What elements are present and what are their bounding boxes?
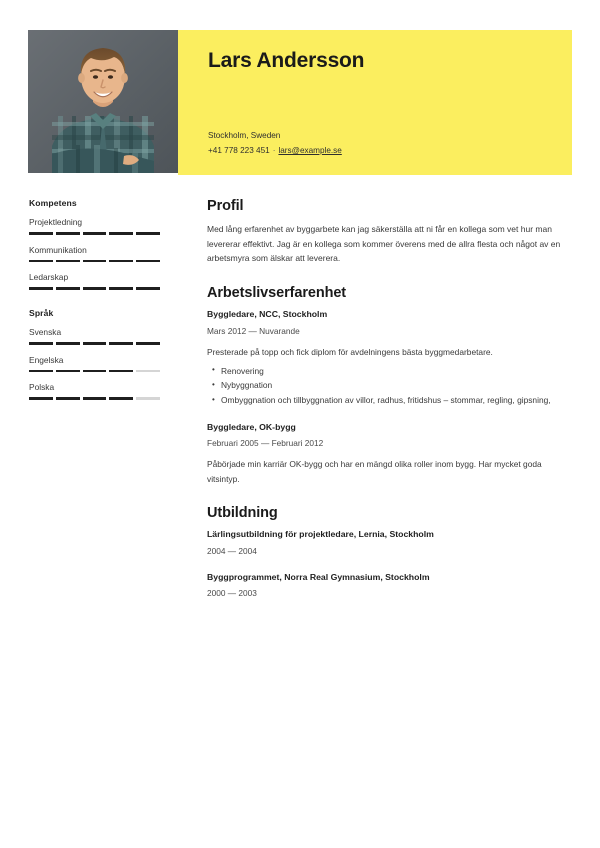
section-title-education: Utbildning: [207, 504, 278, 521]
rating-segment: [29, 287, 53, 290]
profile-photo: [28, 30, 178, 173]
skill-label: Svenska: [29, 327, 62, 338]
education-date: 2000 — 2003: [207, 588, 257, 599]
experience-entry: [207, 309, 572, 408]
rating-segment: [29, 397, 53, 400]
section-title-experience: Arbetslivserfarenhet: [207, 284, 347, 301]
experience-role: Byggledare, NCC, Stockholm: [207, 308, 328, 319]
rating-segment: [109, 342, 133, 345]
skill-label: Projektledning: [29, 217, 83, 227]
skill-rating-bar: [29, 342, 160, 345]
rating-segment: [136, 342, 160, 345]
list-item: • Renovering: [221, 365, 572, 379]
rating-segment: [83, 260, 107, 263]
skill-rating-bar: [29, 397, 160, 400]
list-item: • Ombyggnation och tillbyggnation av villor, radhus, fritidshus – stommar, regling, gipsning,: [221, 394, 572, 408]
rating-segment: [29, 342, 53, 345]
sidebar-group-kompetens: [29, 198, 164, 290]
skill-rating-bar: [29, 370, 160, 373]
section-experience: [207, 285, 572, 486]
rating-segment: [83, 370, 107, 373]
skill-rating-bar: [29, 232, 160, 235]
skill-label: Kommunikation: [29, 244, 87, 255]
section-profil: [207, 198, 572, 266]
education-program: Lärlingsutbildning för projektledare, Lernia, Stockholm: [207, 528, 434, 539]
page-title: Lars Andersson: [208, 49, 365, 72]
profil-text: Med lång erfarenhet av byggarbete kan jag säkerställa att ni får en kollega som vet hur man levererar effektivt. Jag är en kollega som kommer överens med de allra flesta och något av en arbetsmyra som älskar att leverera.: [207, 224, 561, 264]
experience-role: Byggledare, OK-bygg: [207, 421, 296, 432]
rating-segment: [83, 397, 107, 400]
skill-rating-bar: [29, 260, 160, 263]
contact-separator: ·: [272, 145, 276, 155]
skill-label: Ledarskap: [29, 272, 69, 283]
rating-segment: [109, 370, 133, 373]
rating-segment: [136, 287, 160, 290]
main-content: [207, 198, 572, 617]
experience-bullet-list: [207, 365, 572, 408]
contact-phone-email: [208, 144, 342, 158]
sidebar-heading-kompetens: Kompetens: [29, 198, 77, 208]
contact-info: [208, 129, 342, 158]
rating-segment: [83, 232, 107, 235]
sidebar-group-sprak: [29, 308, 164, 400]
experience-description: Presterade på topp och fick diplom för avdelningens bästa byggmedarbetare.: [207, 346, 493, 357]
resume-header: [28, 30, 572, 175]
rating-segment: [109, 397, 133, 400]
rating-segment: [56, 232, 80, 235]
experience-date: Mars 2012 — Nuvarande: [207, 325, 300, 336]
experience-date: Februari 2005 — Februari 2012: [207, 438, 324, 449]
experience-entry: [207, 422, 572, 486]
email-link[interactable]: lars@example.se: [278, 145, 342, 155]
rating-segment: [109, 287, 133, 290]
skill-item: [29, 272, 164, 290]
experience-description: Påbörjade min karriär OK-bygg och har en mängd olika roller inom bygg. Har mycket goda vitsintyp.: [207, 459, 542, 484]
list-item: • Nybyggnation: [221, 379, 572, 393]
rating-segment-empty: [136, 370, 160, 373]
rating-segment: [136, 260, 160, 263]
skill-item: [29, 245, 164, 263]
skill-rating-bar: [29, 287, 160, 290]
rating-segment: [29, 232, 53, 235]
education-program: Byggprogrammet, Norra Real Gymnasium, Stockholm: [207, 571, 430, 582]
skill-item: [29, 355, 164, 373]
skill-label: Polska: [29, 382, 55, 393]
sidebar: [29, 198, 164, 418]
skill-item: [29, 327, 164, 345]
rating-segment: [109, 260, 133, 263]
rating-segment: [56, 370, 80, 373]
rating-segment: [83, 287, 107, 290]
phone-text: +41 778 223 451: [208, 145, 270, 155]
header-accent-band: [178, 30, 572, 175]
skill-item: [29, 382, 164, 400]
section-education: [207, 505, 572, 598]
section-title-profil: Profil: [207, 198, 244, 214]
education-entry: [207, 572, 572, 599]
skill-item: [29, 217, 164, 235]
education-date: 2004 — 2004: [207, 545, 257, 556]
rating-segment: [56, 397, 80, 400]
rating-segment-empty: [136, 397, 160, 400]
rating-segment: [29, 260, 53, 263]
rating-segment: [56, 287, 80, 290]
education-entry: [207, 529, 572, 556]
rating-segment: [83, 342, 107, 345]
sidebar-heading-sprak: Språk: [29, 308, 54, 319]
skill-label: Engelska: [29, 354, 64, 365]
rating-segment: [109, 232, 133, 235]
contact-location: Stockholm, Sweden: [208, 131, 281, 141]
rating-segment: [136, 232, 160, 235]
rating-segment: [56, 260, 80, 263]
rating-segment: [29, 370, 53, 373]
rating-segment: [56, 342, 80, 345]
